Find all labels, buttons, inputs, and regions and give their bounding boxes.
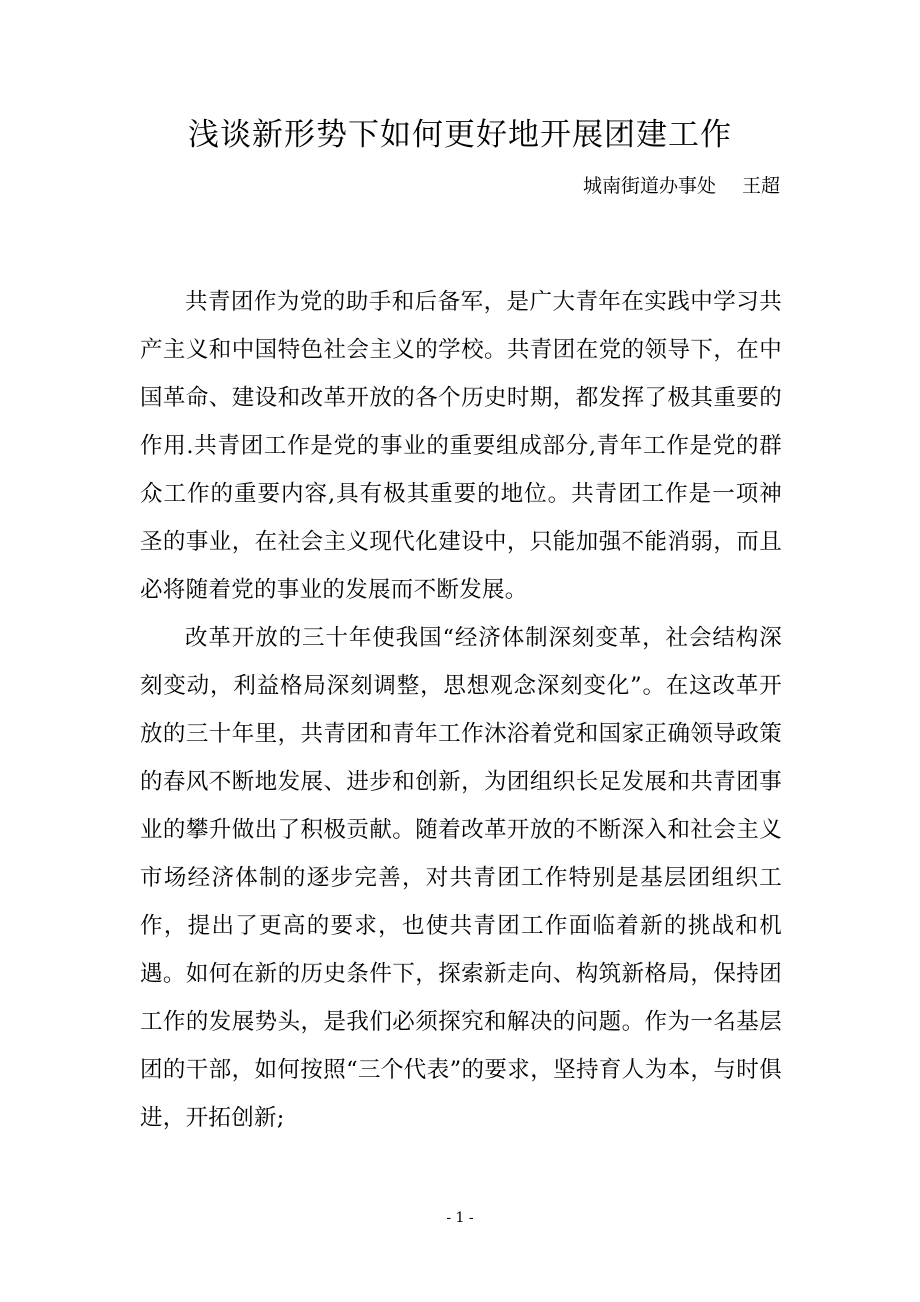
page-title: 浅谈新形势下如何更好地开展团建工作 [188, 117, 732, 153]
article-body [140, 278, 782, 1142]
page-number: - 1 - [446, 1210, 474, 1226]
paragraph: 共青团作为党的助手和后备军，是广大青年在实践中学习共产主义和中国特色社会主义的学校。共青团在党的领导下，在中国革命、建设和改革开放的各个历史时期，都发挥了极其重要的作用.共青团工作是党的事业的重要组成部分,青年工作是党的群众工作的重要内容,具有极其重要的地位。共青团工作是一项神圣的事业，在社会主义现代化建设中，只能加强不能消弱，而且必将随着党的事业的发展而不断发展。 [140, 289, 782, 603]
paragraph: 改革开放的三十年使我国“经济体制深刻变革，社会结构深刻变动，利益格局深刻调整，思想观念深刻变化”。在这改革开放的三十年里，共青团和青年工作沐浴着党和国家正确领导政策的春风不断地发展、进步和创新，为团组织长足发展和共青团事业的攀升做出了积极贡献。随着改革开放的不断深入和社会主义市场经济体制的逐步完善，对共青团工作特别是基层团组织工作，提出了更高的要求，也使共青团工作面临着新的挑战和机遇。如何在新的历史条件下，探索新走向、构筑新格局，保持团工作的发展势头，是我们必须探究和解决的问题。作为一名基层团的干部，如何按照“三个代表”的要求，坚持育人为本，与时俱进，开拓创新; [140, 625, 782, 1131]
byline-organization: 城南街道办事处 [582, 175, 716, 197]
byline-author: 王超 [741, 175, 780, 197]
byline [583, 172, 780, 200]
